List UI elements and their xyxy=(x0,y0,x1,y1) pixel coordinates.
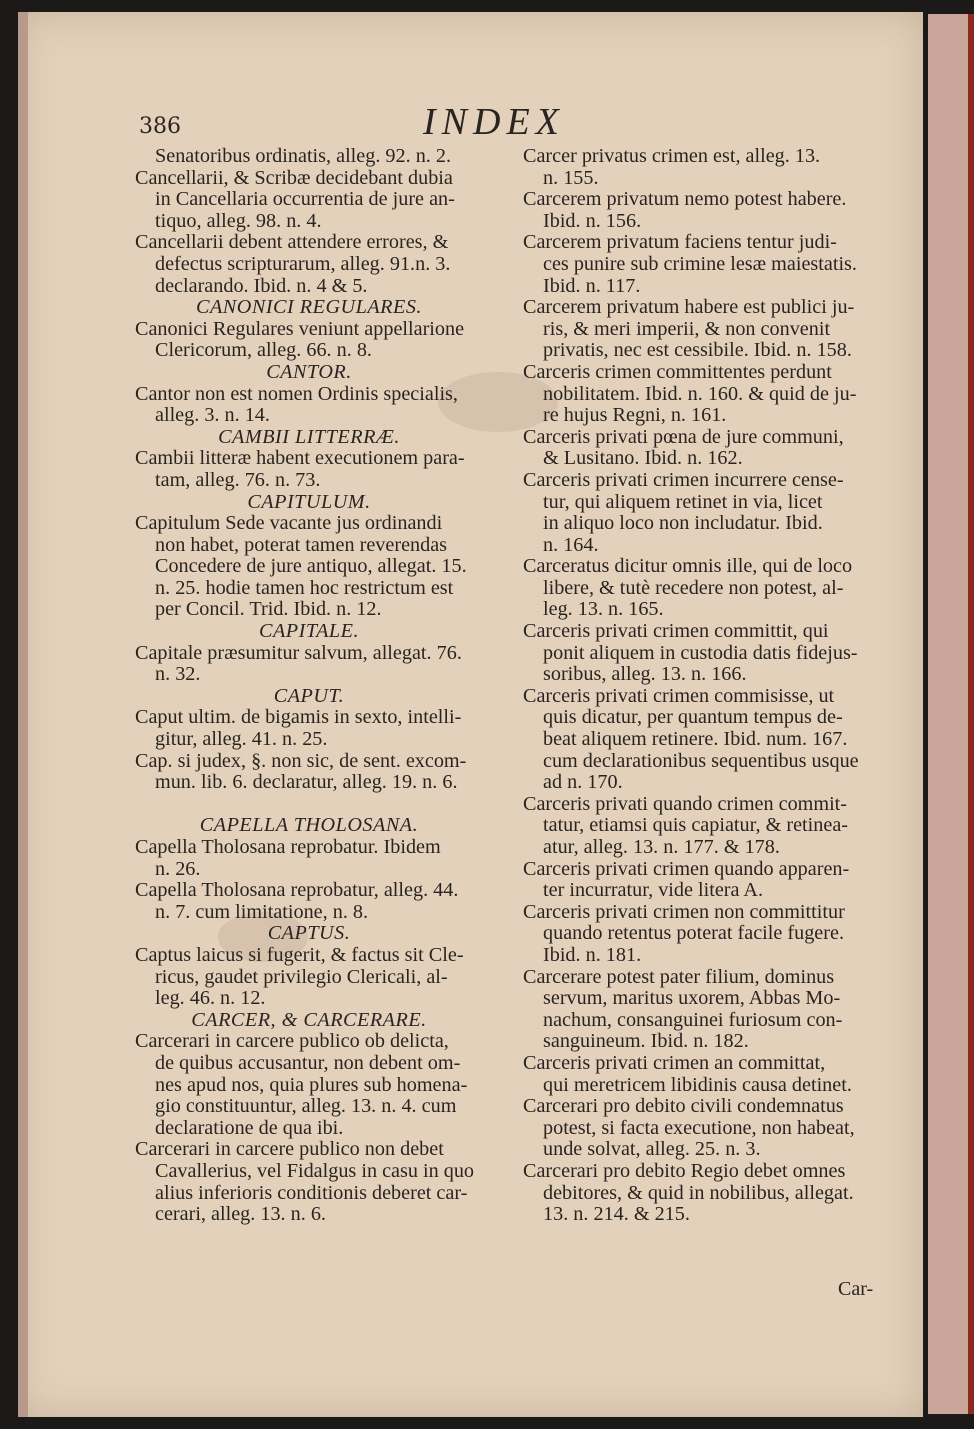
index-heading: CAPITULUM. xyxy=(247,491,371,513)
index-line: Carcerari pro debito Regio debet omnes xyxy=(523,1160,846,1182)
index-line: in aliquo loco non includatur. Ibid. xyxy=(543,513,823,535)
index-line: ris, & meri imperii, & non convenit xyxy=(543,318,831,340)
index-line: Carceris privati crimen quando apparen- xyxy=(523,858,850,880)
catchword: Car- xyxy=(838,1278,874,1300)
index-line: Captus laicus si fugerit, & factus sit Cle- xyxy=(135,944,464,966)
index-line: per Concil. Trid. Ibid. n. 12. xyxy=(155,599,382,621)
index-line: nachum, consanguinei furiosum con- xyxy=(543,1009,843,1031)
index-line: n. 164. xyxy=(543,534,599,556)
index-line: non habet, poterat tamen reverendas xyxy=(155,534,448,556)
index-line: Carcerem privatum faciens tentur judi- xyxy=(523,232,837,254)
index-line: privatis, nec est cessibile. Ibid. n. 158. xyxy=(543,340,852,362)
index-line: Concedere de jure antiquo, allegat. 15. xyxy=(155,556,467,578)
index-line: tur, qui aliquem retinet in via, licet xyxy=(543,491,823,513)
index-line: tatur, etiamsi quis capiatur, & retinea- xyxy=(543,815,849,837)
index-line: atur, alleg. 13. n. 177. & 178. xyxy=(543,837,780,858)
index-line: Ibid. n. 181. xyxy=(543,944,642,966)
index-line: Carceris privati crimen committit, qui xyxy=(523,621,829,643)
index-line: Senatoribus ordinatis, alleg. 92. n. 2. xyxy=(155,146,452,167)
index-line: gio constituuntur, alleg. 13. n. 4. cum xyxy=(155,1096,457,1118)
index-line: quis dicatur, per quantum tempus de- xyxy=(543,707,843,729)
index-line: servum, maritus uxorem, Abbas Mo- xyxy=(543,988,841,1010)
next-page-edge xyxy=(928,14,974,1414)
index-line: sanguineum. Ibid. n. 182. xyxy=(543,1031,749,1053)
index-line: Caput ultim. de bigamis in sexto, intelli- xyxy=(135,707,462,729)
index-line: ad n. 170. xyxy=(543,772,623,794)
index-line: Canonici Regulares veniunt appellarione xyxy=(135,318,465,340)
index-line: tiquo, alleg. 98. n. 4. xyxy=(155,210,322,232)
page-left-edge xyxy=(18,12,28,1417)
index-line: leg. 46. n. 12. xyxy=(155,988,266,1010)
index-line: declarando. Ibid. n. 4 & 5. xyxy=(155,275,368,297)
index-line: nes apud nos, quia plures sub homena- xyxy=(155,1074,468,1096)
index-line: Carceris privati pœna de jure communi, xyxy=(523,426,844,448)
index-line: n. 26. xyxy=(155,858,201,880)
index-line: n. 32. xyxy=(155,664,201,686)
index-heading: CANONICI REGULARES. xyxy=(196,297,422,319)
index-heading: CAPITALE. xyxy=(258,621,359,643)
index-line: Carcerari in carcere publico ob delicta, xyxy=(135,1031,449,1053)
index-line: Carcerem privatum nemo potest habere. xyxy=(523,189,847,211)
index-line: Cantor non est nomen Ordinis specialis, xyxy=(135,383,458,405)
index-line: n. 25. hodie tamen hoc restrictum est xyxy=(155,577,454,599)
index-line: libere, & tutè recedere non potest, al- xyxy=(543,577,844,599)
index-line: declaratione de qua ibi. xyxy=(155,1117,344,1139)
index-line: Capella Tholosana reprobatur. Ibidem xyxy=(135,837,441,858)
index-line: 13. n. 214. & 215. xyxy=(543,1204,690,1226)
index-line: Cancellarii, & Scribæ decidebant dubia xyxy=(135,167,453,189)
index-line: mun. lib. 6. declaratur, alleg. 19. n. 6. xyxy=(155,772,458,794)
index-line: Carceris crimen committentes perdunt xyxy=(523,361,832,383)
index-line: Carcer privatus crimen est, alleg. 13. xyxy=(523,146,821,167)
index-line: Cancellarii debent attendere errores, & xyxy=(135,232,449,254)
index-line: cerari, alleg. 13. n. 6. xyxy=(155,1204,326,1226)
index-line: Capella Tholosana reprobatur, alleg. 44. xyxy=(135,880,459,902)
index-line: Cavallerius, vel Fidalgus in casu in quo xyxy=(155,1160,475,1182)
index-line: Carceris privati crimen an committat, xyxy=(523,1052,826,1074)
index-line: Carcerari pro debito civili condemnatus xyxy=(523,1096,844,1118)
index-line: Carceris privati crimen incurrere cense- xyxy=(523,469,844,491)
index-heading: CAPTUS. xyxy=(267,923,351,945)
index-line: Carceris privati quando crimen commit- xyxy=(523,793,848,815)
index-line: qui meretricem libidinis causa detinet. xyxy=(543,1074,852,1096)
index-line: gitur, alleg. 41. n. 25. xyxy=(155,729,328,751)
index-line: ricus, gaudet privilegio Clericali, al- xyxy=(155,966,448,988)
running-title: INDEX xyxy=(423,101,565,143)
index-line: nobilitatem. Ibid. n. 160. & quid de ju- xyxy=(543,383,857,405)
index-line: defectus scripturarum, alleg. 91.n. 3. xyxy=(155,253,451,275)
index-line: potest, si facta executione, non habeat, xyxy=(543,1117,855,1139)
index-line: Carceris privati crimen non committitur xyxy=(523,901,845,923)
index-line: soribus, alleg. 13. n. 166. xyxy=(543,664,747,686)
page-header xyxy=(123,100,883,150)
index-line: Capitulum Sede vacante jus ordinandi xyxy=(135,513,443,535)
index-line: Cap. si judex, §. non sic, de sent. excom- xyxy=(135,750,467,772)
index-line: debitores, & quid in nobilibus, allegat. xyxy=(543,1182,854,1204)
index-heading: CAPELLA THOLOSANA. xyxy=(199,815,419,837)
index-line: alius inferioris conditionis deberet car- xyxy=(155,1182,468,1204)
index-line: ponit aliquem in custodia datis fidejus- xyxy=(543,642,858,664)
index-line: ter incurratur, vide litera A. xyxy=(543,880,764,902)
index-line: Carceris privati crimen commisisse, ut xyxy=(523,685,835,707)
index-line: quando retentus poterat facile fugere. xyxy=(543,923,844,945)
index-heading: CARCER, & CARCERARE. xyxy=(191,1009,427,1031)
index-line: de quibus accusantur, non debent om- xyxy=(155,1052,461,1074)
index-line: in Cancellaria occurrentia de jure an- xyxy=(155,189,455,211)
index-line: ces punire sub crimine lesæ maiestatis. xyxy=(543,253,857,275)
right-column xyxy=(503,146,885,1226)
blank-line xyxy=(115,794,503,816)
index-heading: CANTOR. xyxy=(266,361,352,383)
index-line: Carceratus dicitur omnis ille, qui de loco xyxy=(523,556,853,578)
left-column xyxy=(115,146,503,1226)
index-heading: CAPUT. xyxy=(273,685,345,707)
index-line: alleg. 3. n. 14. xyxy=(155,405,270,427)
index-line: beat aliquem retinere. Ibid. num. 167. xyxy=(543,729,848,751)
index-line: Capitale præsumitur salvum, allegat. 76. xyxy=(135,642,462,664)
index-line: Carcerem privatum habere est publici ju- xyxy=(523,297,855,319)
index-heading: CAMBII LITTERRÆ. xyxy=(218,426,400,448)
index-line: Ibid. n. 117. xyxy=(543,275,641,297)
index-line: & Lusitano. Ibid. n. 162. xyxy=(543,448,743,470)
index-line: Clericorum, alleg. 66. n. 8. xyxy=(155,340,372,362)
index-line: leg. 13. n. 165. xyxy=(543,599,664,621)
index-line: Carcerari in carcere publico non debet xyxy=(135,1139,444,1161)
index-line: Ibid. n. 156. xyxy=(543,210,642,232)
index-line: tam, alleg. 76. n. 73. xyxy=(155,469,321,491)
page-binding-edge xyxy=(968,14,974,1414)
index-line: n. 155. xyxy=(543,167,599,189)
index-line: re hujus Regni, n. 161. xyxy=(543,405,727,427)
index-line: n. 7. cum limitatione, n. 8. xyxy=(155,901,369,923)
index-line: unde solvat, alleg. 25. n. 3. xyxy=(543,1139,761,1161)
index-line: Carcerare potest pater filium, dominus xyxy=(523,966,835,988)
index-line: Cambii litteræ habent executionem para- xyxy=(135,448,465,470)
page-number: 386 xyxy=(139,114,181,139)
index-line: cum declarationibus sequentibus usque xyxy=(543,750,859,772)
